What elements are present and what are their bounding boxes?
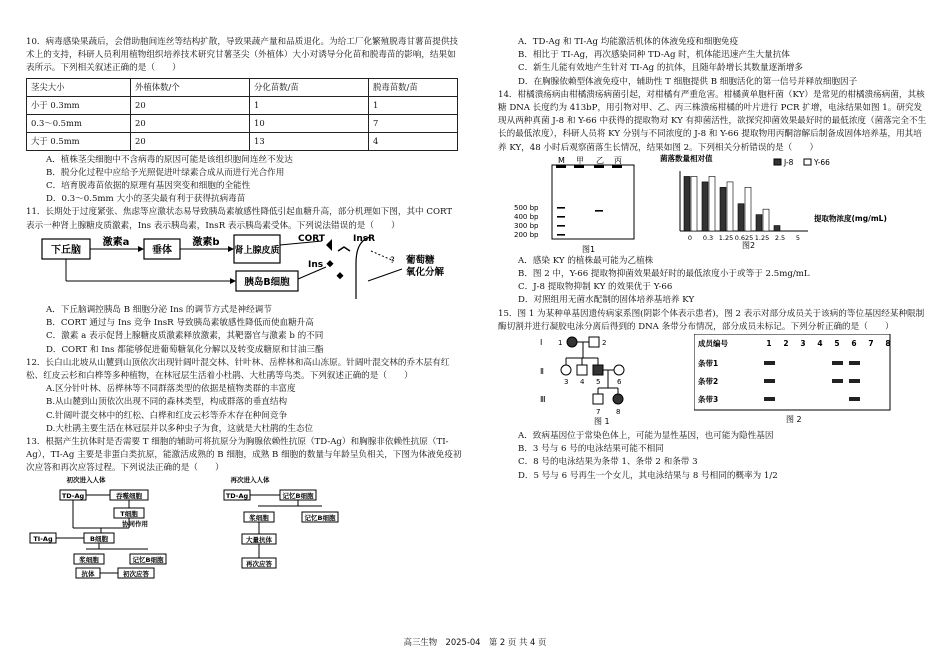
gel-band xyxy=(557,207,565,209)
table-cell: 7 xyxy=(369,114,458,132)
gel-band xyxy=(557,225,565,227)
many-antibody-label: 大量抗体 xyxy=(246,535,272,544)
q13-option-b: B．相比于 TI-Ag，再次感染同种 TD-Ag 时，机体能迅速产生大量抗体 xyxy=(518,50,790,61)
q13-stem: 13．根据产生抗体时是否需要 T 细胞的辅助可将抗原分为胸腺依赖性抗原（TD-Ag）和胸腺非依赖性抗原（TI-Ag），TI-Ag 主要是非蛋白类抗原，能激活成熟的 B 细胞，成熟 B 细胞的数量与年龄呈负相关，下图为体液免疫初次应答和再次应答过程。下列说法正确的是（ ） xyxy=(26,437,462,474)
bar-j-8 xyxy=(720,187,726,231)
pedigree-chart xyxy=(538,334,668,426)
table-cell: 20 xyxy=(131,96,250,114)
q12-stem: 12．长白山北坡从山麓到山顶依次出现针阔叶混交林、针叶林、岳桦林和高山冻原。针阔叶混交林的乔木层有红松、红皮云杉和白桦等多种植物，在林冠层生活着小杜鹃、大杜鹃等鸟类。下列叙述正确的是（ ） xyxy=(26,357,450,382)
table-header-row xyxy=(27,78,458,96)
table-cell: 大于 0.5mm xyxy=(27,132,131,150)
antibody-label: 抗体 xyxy=(81,569,95,578)
right-column xyxy=(498,36,928,483)
primary-label: 初次应答 xyxy=(123,569,149,578)
arrowhead xyxy=(138,246,144,252)
member-number: 3 xyxy=(800,339,806,349)
ins-molecule xyxy=(326,260,333,267)
pituitary-label: 垂体 xyxy=(152,244,172,256)
member-number-group xyxy=(766,339,890,348)
member-number: 6 xyxy=(851,339,857,349)
table-cell: 小于 0.3mm xyxy=(27,96,131,114)
bar-y-66 xyxy=(763,209,769,231)
q13-option-a: A．TD-Ag 和 TI-Ag 均能激活机体的体液免疫和细胞免疫 xyxy=(518,37,739,47)
left-column xyxy=(26,36,462,585)
generation-label: Ⅰ xyxy=(540,338,543,348)
q15-figures xyxy=(498,334,928,430)
q14-stem: 14．柑橘溃疡病由柑橘溃疡病菌引起，对柑橘有严重危害。柑橘黄单胞杆菌（KY）是常见的柑橘溃疡病菌，其核糖 DNA 长度约为 413bP，用引物对甲、乙、丙三株溃疡柑橘的叶片进行 PCR 扩增，电泳结果如图 1。研究发现从两种真菌 J-8 和 Y-66 中获得的提取物对 KY 有抑菌活性，欲探究抑菌效果最好时的最低浓度（菌落完全不生长的最低浓度），科研人员将 KY 分别与不同浓度的 J-8 和 Y-66 提取物用丙酮溶解后制备成固体培养基，用其培养 KY，48 小时后观察菌落生长情况，结果如图 2。下列相关分析错误的是（ ） xyxy=(498,89,927,153)
hormone-a-label: 激素a xyxy=(102,236,130,248)
x-tick-label: 2.5 xyxy=(774,233,786,242)
gel-lane-label: 甲 xyxy=(576,155,584,165)
gel-band xyxy=(764,397,775,401)
bar-j-8 xyxy=(738,204,744,231)
q11-figure xyxy=(26,233,462,299)
q12-option-d: D.大杜鹃主要生活在林冠层并以多种虫子为食，这就是大杜鹃的生态位 xyxy=(46,423,314,434)
legend-swatch-y66 xyxy=(804,159,811,165)
q13-option-d: D．在胸腺依赖型体液免疫中，辅助性 T 细胞提供 B 细胞活化的第一信号并释放细胞因子 xyxy=(518,76,858,87)
memory-b-label: 记忆B细胞 xyxy=(132,555,164,564)
affected-male xyxy=(593,365,603,375)
x-tick-label: 0.625 xyxy=(734,233,754,242)
unaffected-female xyxy=(614,365,624,375)
x-tick-label: 5 xyxy=(795,233,801,242)
marker-label: 300 bp xyxy=(514,221,539,230)
insr-label: InsR xyxy=(353,233,376,244)
ins-label: Ins xyxy=(308,259,324,270)
bar-j-8 xyxy=(684,176,690,231)
band-label: 条带1 xyxy=(698,359,719,369)
glucose-label: 葡萄糖氧化分解 xyxy=(406,254,445,278)
unknown-mark: ? xyxy=(390,255,395,266)
y-axis-label xyxy=(660,153,713,163)
legend-label-j8: J-8 xyxy=(784,157,794,167)
gel-band xyxy=(764,379,775,383)
marker-label: 500 bp xyxy=(514,203,539,212)
gel-band xyxy=(832,379,843,383)
first-entry-label: 初次进入人体 xyxy=(66,475,106,484)
table-cell: 20 xyxy=(131,114,250,132)
bar-group xyxy=(684,176,780,231)
hormone-b-label: 激素b xyxy=(192,236,220,248)
q11-option-d: D．CORT 和 Ins 都能够促进葡萄糖氧化分解以及转变成糖原和甘油三酯 xyxy=(46,344,324,355)
bar-j-8 xyxy=(756,214,762,230)
tiag-label: TI-Ag xyxy=(33,534,53,543)
member-number: 5 xyxy=(834,339,840,349)
marker-label: 400 bp xyxy=(514,212,539,221)
table-cell: 20 xyxy=(131,132,250,150)
q11-option-a: A．下丘脑调控胰岛 B 细胞分泌 Ins 的调节方式是神经调节 xyxy=(46,305,272,316)
unaffected-female xyxy=(561,365,571,375)
bar-y-66 xyxy=(709,176,715,231)
q15-option-c: C．8 号的电泳结果为条带 1、条带 2 和条带 3 xyxy=(518,457,698,468)
y-axis-label-line: 菌落数量相对值 xyxy=(660,153,713,163)
figure-caption: 图 2 xyxy=(786,415,802,425)
q15-option-b: B．3 号与 6 号的电泳结果可能不相同 xyxy=(518,444,664,455)
page-footer: 高三生物 2025-04 第 2 页 共 4 页 xyxy=(403,637,547,647)
table-header: 茎尖大小 xyxy=(27,78,131,96)
receptor-icon xyxy=(338,247,350,251)
member-id: 6 xyxy=(617,378,622,387)
cort-molecule xyxy=(326,239,332,251)
q15-option-a: A．致病基因位于常染色体上，可能为显性基因，也可能为隐性基因 xyxy=(518,431,774,442)
q11-option-c: C．激素 a 表示促肾上腺糖皮质激素释放激素，其靶器官与激素 b 的不同 xyxy=(46,331,324,342)
generation-label: Ⅱ xyxy=(540,367,544,377)
table-row xyxy=(27,132,458,150)
table-header: 分化苗数/苗 xyxy=(250,78,369,96)
gel-lane-label: M xyxy=(558,155,565,165)
gel-band xyxy=(849,379,860,383)
beta-cell-label: 胰岛B细胞 xyxy=(244,276,290,288)
q10-stem: 10．病毒感染果蔬后，会借助胞间连丝等结构扩散，导致果蔬产量和品质退化。为给工厂化繁殖脱毒甘薯苗提供技术上的支持，科研人员利用植物组织培养技术研究甘薯茎尖（外植体）大小对诱导分化苗和脱毒苗的影响，结果如表所示。下列相关叙述正确的是（ ） xyxy=(26,37,459,74)
q15-option-d: D．5 号与 6 号再生一个女儿，其电泳结果与 8 号相同的概率为 1/2 xyxy=(518,470,778,481)
q14-option-a: A．感染 KY 的植株最可能为乙植株 xyxy=(518,255,654,266)
figure-caption: 图1 xyxy=(582,244,596,254)
tdag-label: TD-Ag xyxy=(61,491,85,500)
gel-band xyxy=(557,234,565,236)
plasma-label: 浆细胞 xyxy=(79,555,99,564)
memory-b2-label: 记忆B细胞 xyxy=(282,491,314,500)
gel-well xyxy=(574,165,584,168)
q10-option-b: B．脱分化过程中应给予光照促进叶绿素合成从而进行光合作用 xyxy=(46,167,285,178)
cell-membrane xyxy=(356,237,370,299)
bar-chart xyxy=(658,151,918,251)
table-cell: 10 xyxy=(250,114,369,132)
bar-y-66 xyxy=(727,182,733,231)
table-row xyxy=(27,96,458,114)
x-tick-label: 1.25 xyxy=(718,233,734,242)
figure-caption: 图2 xyxy=(742,240,756,250)
affected-female xyxy=(613,394,623,404)
q15-stem: 15．图 1 为某种单基因遗传病家系图(阴影个体表示患者)，图 2 表示对部分成员关于该病的等位基因经某种限制酶切割并进行凝胶电泳分离后得到的 DNA 条带分布情况，部分成员未标记。下列分析正确的是（ ） xyxy=(498,308,925,332)
q10-option-d: D．0.3～0.5mm 大小的茎尖最有利于获得抗病毒苗 xyxy=(46,194,246,205)
figure-caption: 图 1 xyxy=(594,417,610,427)
x-tick-label: 0 xyxy=(687,233,693,242)
table-row xyxy=(27,114,458,132)
tcell-label: T细胞 xyxy=(120,509,138,518)
x-tick-label: 0.3 xyxy=(702,233,714,242)
bar-y-66 xyxy=(745,187,751,231)
member-id: 4 xyxy=(580,378,585,387)
apc-label: 吞噬细胞 xyxy=(116,491,142,500)
unaffected-male xyxy=(577,365,587,375)
q12-option-c: C.针阔叶混交林中的红松、白桦和红皮云杉等乔木存在种间竞争 xyxy=(46,410,288,421)
gel-band xyxy=(595,210,603,212)
gel-lane-label: 丙 xyxy=(614,155,622,165)
gel-well xyxy=(612,165,622,168)
member-number: 4 xyxy=(817,339,823,349)
q12-option-a: A.区分针叶林、岳桦林等不同群落类型的依据是植物类群的丰富度 xyxy=(46,384,296,395)
member-id: 5 xyxy=(596,378,601,387)
member-id: 2 xyxy=(602,339,607,348)
unaffected-male xyxy=(589,337,599,347)
generation-label: Ⅲ xyxy=(540,395,546,405)
gel-band xyxy=(557,216,565,218)
cort-label: CORT xyxy=(298,233,325,244)
arrowhead xyxy=(228,246,234,252)
gel-figure-2 xyxy=(694,334,904,426)
unaffected-male xyxy=(593,394,603,404)
gel-band xyxy=(764,361,775,365)
legend-swatch-j8 xyxy=(774,159,781,165)
gel-band xyxy=(849,361,860,365)
arrow xyxy=(368,269,402,281)
bar-j-8 xyxy=(702,182,708,231)
bar-y-66 xyxy=(691,176,697,231)
gel-band xyxy=(849,397,860,401)
hypothalamus-label: 下丘脑 xyxy=(51,244,81,256)
member-number: 8 xyxy=(885,339,891,349)
member-id: 8 xyxy=(616,408,621,417)
table-cell: 1 xyxy=(369,96,458,114)
tdag2-label: TD-Ag xyxy=(225,491,249,500)
x-tick-label: 1.25 xyxy=(754,233,770,242)
gel-well xyxy=(594,165,604,168)
bar-j-8 xyxy=(774,225,780,230)
table-cell: 13 xyxy=(250,132,369,150)
table-header: 外植体数/个 xyxy=(131,78,250,96)
band-group xyxy=(764,361,860,401)
q14-option-b: B．图 2 中，Y-66 提取物抑菌效果最好时的最低浓度小于或等于 2.5mg/mL xyxy=(518,269,810,280)
table-cell: 0.3～0.5mm xyxy=(27,114,131,132)
member-number: 7 xyxy=(868,339,874,349)
q14-figures xyxy=(498,155,928,255)
table-cell: 1 xyxy=(250,96,369,114)
gel-well xyxy=(556,165,566,168)
again-entry-label: 再次进入人体 xyxy=(230,475,270,484)
gel-frame xyxy=(552,165,634,239)
x-axis-label: 提取物浓度(mg/mL) xyxy=(814,213,887,223)
gel-lane-label: 乙 xyxy=(596,155,604,165)
gel-band xyxy=(832,361,843,365)
ins-molecule xyxy=(336,272,343,279)
plasma2-label: 浆细胞 xyxy=(249,513,269,522)
band-label: 条带3 xyxy=(698,395,719,405)
q10-table xyxy=(26,78,458,151)
assist-label: 协同作用 xyxy=(122,519,148,528)
member-id: 3 xyxy=(564,378,569,387)
marker-label: 200 bp xyxy=(514,230,539,239)
q13-option-c: C．新生儿能有效地产生针对 TI-Ag 的抗体，且随年龄增长其数量逐渐增多 xyxy=(518,63,803,74)
q14-option-d: D．对照组用无菌水配制的固体培养基培养 KY xyxy=(518,295,695,306)
gel-figure-1 xyxy=(512,155,642,255)
table-header: 脱毒苗数/苗 xyxy=(369,78,458,96)
member-id: 7 xyxy=(596,408,601,417)
member-number: 2 xyxy=(783,339,789,349)
q11-option-b: B．CORT 通过与 Ins 竞争 InsR 导致胰岛素敏感性降低而使血糖升高 xyxy=(46,318,314,329)
member-header: 成员编号 xyxy=(698,339,728,349)
member-number: 1 xyxy=(766,339,772,349)
affected-female xyxy=(567,337,577,347)
arrowhead xyxy=(230,278,236,284)
q10-option-a: A．植株茎尖细胞中不含病毒的原因可能是该组织胞间连丝不发达 xyxy=(46,154,293,165)
q10-option-c: C．培育脱毒苗依据的原理有基因突变和细胞的全能性 xyxy=(46,181,251,192)
q13-figure xyxy=(26,476,462,580)
legend-label-y66: Y-66 xyxy=(814,157,830,167)
q11-stem: 11．长期处于过度紧张、焦虑等应激状态易导致胰岛素敏感性降低引起血糖升高，部分机理如下图，其中 CORT 表示一种肾上腺糖皮质激素，Ins 表示胰岛素，InsR 表示胰岛素受体。下列说法错误的是（ ） xyxy=(26,207,453,231)
q12-option-b: B.从山麓到山顶依次出现不同的森林类型，构成群落的垂直结构 xyxy=(46,397,288,408)
bcell-label: B细胞 xyxy=(90,534,108,543)
table-cell: 4 xyxy=(369,132,458,150)
memory-b3-label: 记忆B细胞 xyxy=(304,513,336,522)
secondary-label: 再次应答 xyxy=(246,559,272,568)
adrenal-label: 肾上腺皮质 xyxy=(234,245,280,256)
member-id: 1 xyxy=(558,339,563,348)
band-label: 条带2 xyxy=(698,377,719,387)
q14-option-c: C．J-8 提取物抑制 KY 的效果优于 Y-66 xyxy=(518,282,673,293)
